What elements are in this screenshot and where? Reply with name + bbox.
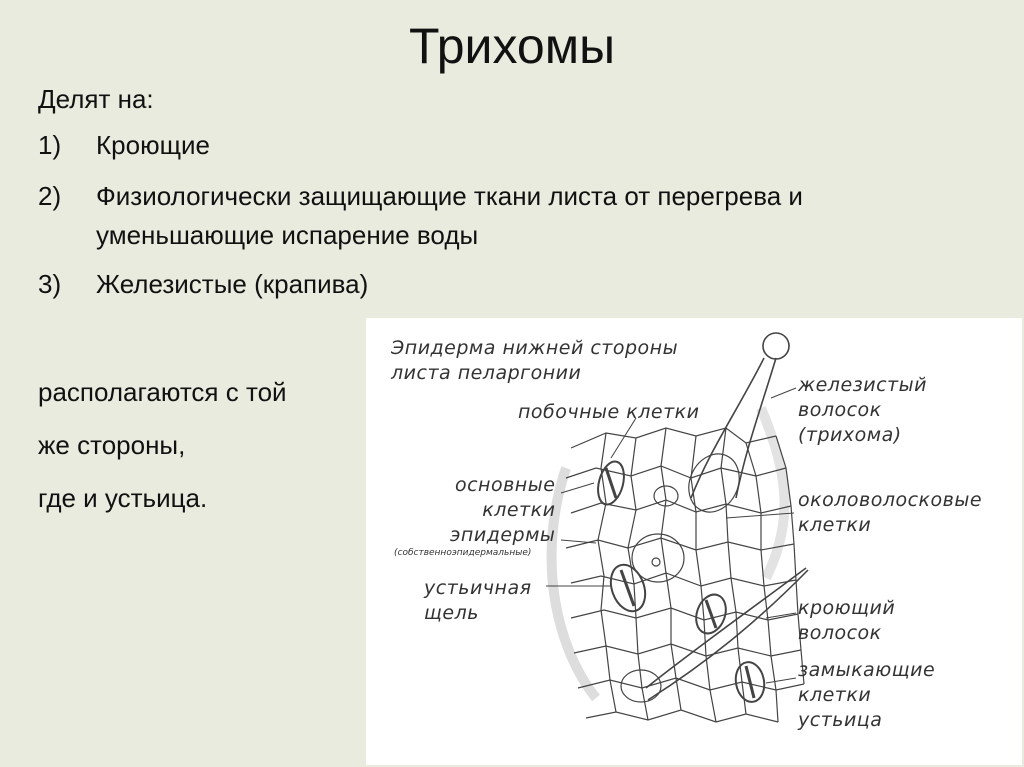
label-main-cells: основные клетки эпидермы bbox=[450, 474, 556, 546]
list-number: 2) bbox=[38, 181, 62, 211]
epidermis-figure bbox=[366, 318, 1022, 765]
label-near-hair-cells: околоволосковые клетки bbox=[798, 489, 983, 536]
list-number: 1) bbox=[38, 130, 62, 160]
list-text: Железистые (крапива) bbox=[96, 269, 369, 299]
label-main-cells-note: (собственноэпидермальные) bbox=[394, 548, 532, 558]
note-line: же стороны, bbox=[38, 430, 186, 460]
note-line: располагаются с той bbox=[38, 377, 287, 407]
list-number: 3) bbox=[38, 269, 62, 299]
note-line: где и устьица. bbox=[38, 483, 208, 513]
label-guard-cells: замыкающие клетки устьица bbox=[798, 659, 936, 731]
list-text: Физиологически защищающие ткани листа от перегрева и bbox=[96, 181, 803, 211]
list-text: уменьшающие испарение воды bbox=[96, 220, 479, 250]
intro-text: Делят на: bbox=[38, 84, 154, 114]
slide-title: Трихомы bbox=[408, 18, 616, 74]
label-side-cells: побочные клетки bbox=[518, 401, 700, 423]
label-stomatal-slit: устьичная щель bbox=[424, 577, 532, 624]
figure-title: Эпидерма нижней стороны листа пеларгонии bbox=[391, 337, 679, 384]
list-text: Кроющие bbox=[96, 130, 210, 160]
label-covering-hair: кроющий волосок bbox=[798, 597, 896, 644]
location-note bbox=[38, 366, 358, 525]
label-glandular-hair: железистый волосок (трихома) bbox=[798, 374, 927, 446]
